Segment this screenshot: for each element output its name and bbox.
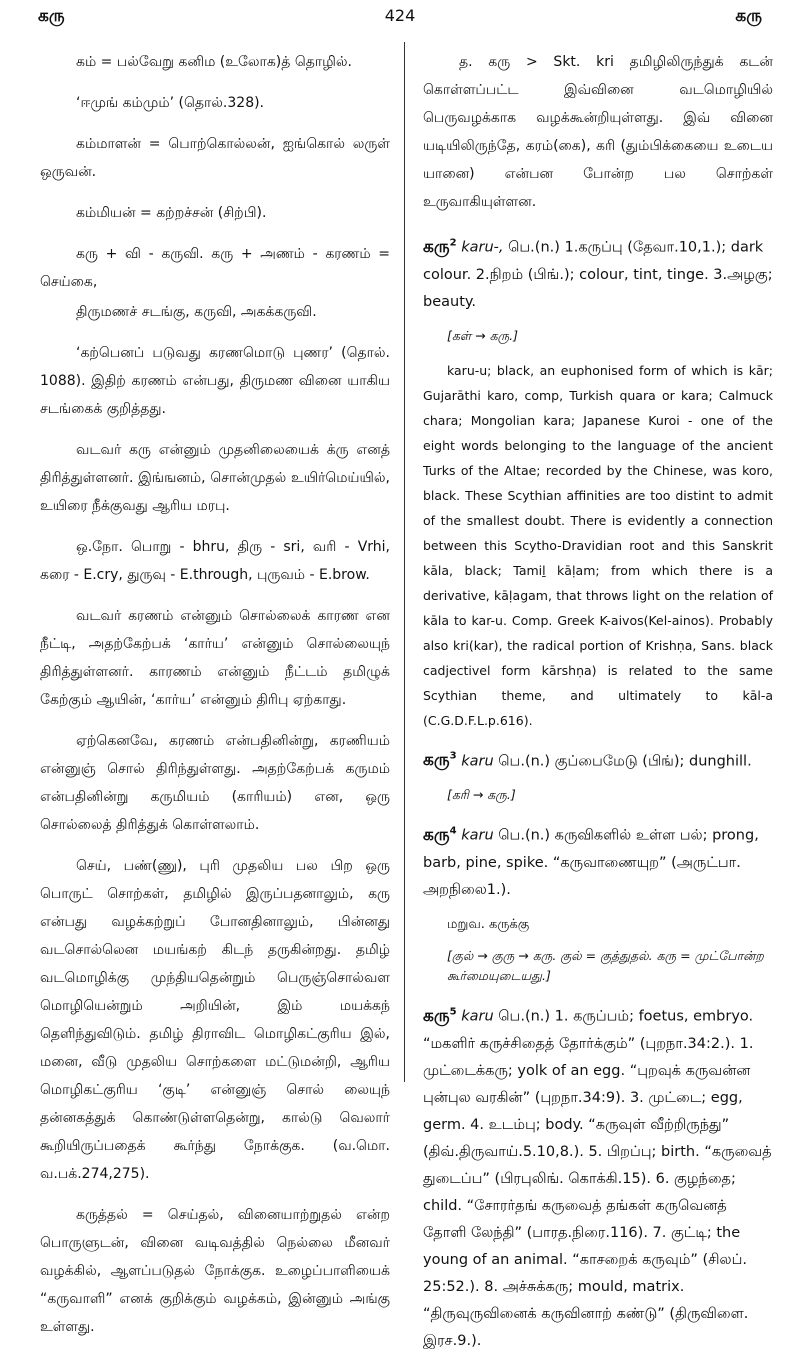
paragraph: ‘கற்பெனப் படுவது கரணமொடு புணர’ (தொல். 1088). இதிற் கரணம் என்பது, திருமண வினை யாகிய சடங்கைக் குறித்தது. <box>40 345 390 417</box>
paragraph: செய், பண்(ணு), புரி முதலிய பல பிற ஒரு பொருட் சொற்கள், தமிழில் இருப்பதனாலும், கரு என்பது வழக்கற்றுப் போனதினாலும், பின்னது வடசொல்லென மயங்கற் கிடந் தருகின்றது. தமிழ் வடமொழிக்கு முந்தியதென்றும் பெருஞ்சொல்வள மொழியென்றும் அறியின், இம் மயக்கந் தெளிந்துவிடும். தமிழ் திராவிட மொழிகட்குரிய இல், மனை, வீடு முதலிய சொற்களை மட்டுமன்றி, ஆரிய மொழிகட்குரிய ‘குடி’ என்னுஞ் சொல் லையுந் தன்னகத்துக் கொண்டுள்ளதென்று, கால்டு வெலார் கூறியிருப்பதைக் கூர்ந்து நோக்குக. (வ.மொ. வ.பக்.274,275). <box>40 858 390 1182</box>
entry-karu-5 <box>423 998 773 1355</box>
column-divider <box>404 42 405 1082</box>
paragraph: ‘ஈமுங் கம்மும்’ (தொல்.328). <box>76 95 265 111</box>
definition: பெ.(n.) 1. கருப்பம்; foetus, embryo. “மகளிர் கருச்சிதைத் தோர்க்கும்” (புறநா.34:2.). 1. முட்டைக்கரு; yolk of an egg. “புறவுக் கருவன்ன புன்புல வரகின்” (புறநா.34:9). 3. முட்டை; egg, germ. 4. உடம்பு; body. “கருவுள் வீற்றிருந்து” (திவ்.திருவாய்.5.10,8.). 5. பிறப்பு; birth. “கருவைத் துடைப்ப” (பிரபுலிங். கொக்கி.15). 6. குழந்தை; child. “சோரர்தங் கருவைத் தங்கள் கருவெனத் தோளி லேந்தி” (பாரத.நிரை.116). 7. குட்டி; the young of an animal. “காசறைக் கருவும்” (சிலப். 25:52.). 8. அச்சுக்கரு; mould, matrix. “திருவுருவினைக் கருவினாற் கண்டு” (திருவிளை. இரச.9.). <box>423 1008 772 1349</box>
transliteration: karu <box>461 827 494 844</box>
right-column <box>423 48 773 1365</box>
etymology-note: [கள் → கரு.] <box>447 327 519 343</box>
skt-note: த. கரு > Skt. kri தமிழிலிருந்துக் கடன் கொள்ளப்பட்ட இவ்வினை வடமொழியில் பெருவழக்காக வழக்கூன்றியுள்ளது. இவ் வினை யடியிலிருந்தே, கரம்(கை), கரி (தும்பிக்கையை உடைய யானை) என்பன போன்ற பல சொற்கள் உருவாகியுள்ளன. <box>423 54 773 210</box>
paragraph: கருத்தல் = செய்தல், வினையாற்றுதல் என்ற பொருளுடன், வினை வடிவத்தில் நெல்லை மீனவர் வழக்கில், ஆளப்படுதல் நோக்குக. உழைப்பாளியைக் “கருவாளி” எனக் குறிக்கும் வழக்கம், இன்னும் அங்கு உள்ளது. <box>40 1207 390 1335</box>
paragraph: வடவர் கரு என்னும் முதனிலையைக் க்ரு எனத் திரித்துள்ளனர். இங்ஙனம், சொன்முதல் உயிர்மெய்யில், உயிரை நீக்குவது ஆரிய மரபு. <box>40 442 390 514</box>
definition: பெ.(n.) 1.கருப்பு (தேவா.10,1.); dark colour. 2.நிறம் (பிங்.); colour, tint, tinge. 3.அழகு; beauty. <box>423 239 773 310</box>
paragraph: திருமணச் சடங்கு, கருவி, அகக்கருவி. <box>76 304 317 320</box>
transliteration: karu-, <box>461 239 504 256</box>
variant-note: மறுவ. கருக்கு <box>447 916 530 932</box>
paragraph: கம்மாளன் = பொற்கொல்லன், ஐங்கொல் லருள் ஒருவன். <box>40 136 390 180</box>
english-note: karu-u; black, an euphonised form of which is kār; Gujarāthi karo, comp, Turkish quara or kara; Calmuck chara; Mongolian kara; Japanese Kuroi - one of the eight words belonging to the language of the ancient Turks of the Altae; recorded by the Chinese, was koro, black. These Scythian affinities are too distint to admit of the smallest doubt. There is evidently a connection between this Scytho-Dravidian root and this Sanskrit kāla, black; Tamiḻ kāḷam; from which there is a derivative, kāḷagam, that throws light on the relation of kāla to kar-u. Comp. Greek K-aivos(Kel-ainos). Probably also kri(kar), the radical portion of Krishṇa, Sans. black cadjectivel form kārshṇa) is related to the same Scythian theme, and ultimately to kāl-a (C.G.D.F.L.p.616). <box>423 362 773 728</box>
paragraph: ஒ.நோ. பொறு - bhru, திரு - sri, வரி - Vrhi, கரை - E.cry, துருவு - E.through, புருவம் - E.brow. <box>40 539 390 583</box>
entry-karu-4 <box>423 817 773 904</box>
paragraph: கம்மியன் = கற்றச்சன் (சிற்பி). <box>76 205 267 221</box>
page-number: 424 <box>384 6 416 25</box>
headword: கரு$^2$ <box>423 236 457 257</box>
left-column <box>40 48 390 1354</box>
etymology-note: [கரி → கரு.] <box>447 787 516 803</box>
definition: பெ.(n.) குப்பைமேடு (பிங்); dunghill. <box>493 753 752 770</box>
entry-karu-3 <box>423 743 773 776</box>
etymology-note: [குல் → குரு → கரு. குல் = குத்துதல். கரு = முட்போன்ற கூர்மையுடையது.] <box>447 947 764 983</box>
paragraph: கரு + வி - கருவி. கரு + அணம் - கரணம் = செய்கை, <box>40 246 390 290</box>
definition: பெ.(n.) கருவிகளில் உள்ள பல்; prong, barb, pine, spike. “கருவாணையுற” (அருட்பா. அறநிலை1.). <box>423 827 759 898</box>
paragraph: ஏற்கெனவே, கரணம் என்பதினின்று, கரணியம் என்னுஞ் சொல் திரிந்துள்ளது. அதற்கேற்பக் கருமம் என்பதினின்று கருமியம் (காரியம்) என, ஒரு சொல்லைத் திரித்துக் கொள்ளலாம். <box>40 733 390 833</box>
headword: கரு$^4$ <box>423 824 457 845</box>
page-header <box>0 6 800 32</box>
paragraph: வடவர் கரணம் என்னும் சொல்லைக் காரண என நீட்டி, அதற்கேற்பக் ‘கார்ய’ என்னும் சொல்லையுந் திரித்துள்ளனர். காரணம் என்னும் நீட்டம் தமிழுக் கேற்கும் ஆயின், ‘கார்ய’ என்னும் திரிபு ஏற்காது. <box>40 608 390 708</box>
left-guide-word: கரு <box>38 6 65 26</box>
entry-karu-2 <box>423 229 773 316</box>
right-guide-word: கரு <box>735 6 762 26</box>
paragraph: கம் = பல்வேறு கனிம (உலோக)த் தொழில். <box>76 54 353 70</box>
transliteration: karu <box>461 753 494 770</box>
headword: கரு$^3$ <box>423 750 457 771</box>
headword: கரு$^5$ <box>423 1005 457 1026</box>
transliteration: karu <box>461 1008 494 1025</box>
